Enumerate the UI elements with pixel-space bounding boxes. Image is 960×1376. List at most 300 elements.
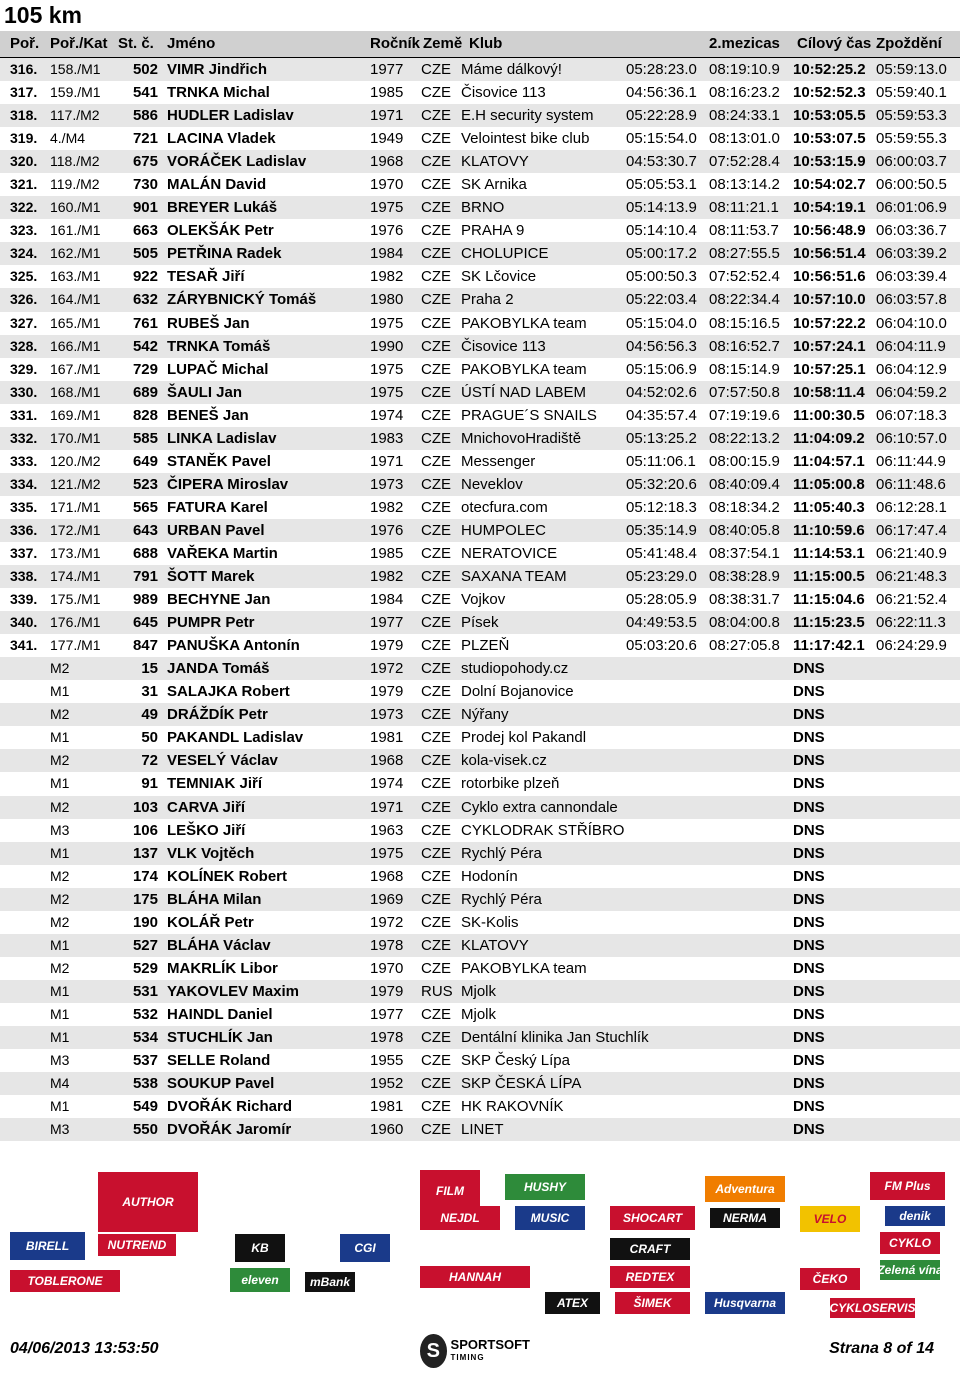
sponsor-logo-music: MUSIC (515, 1206, 585, 1230)
cell-name: HAINDL Daniel (167, 1005, 273, 1023)
cell-club: SK Arnika (461, 176, 527, 194)
cell-cty: CZE (421, 614, 451, 632)
cell-name: VLK Vojtěch (167, 844, 255, 862)
cell-year: 1971 (370, 452, 404, 470)
table-row (0, 865, 960, 888)
cell-fin: DNS (793, 798, 825, 816)
cell-st: 523 (132, 475, 158, 493)
cell-year: 1984 (370, 591, 404, 609)
cell-club: Máme dálkový! (461, 61, 562, 78)
cell-gap: 06:21:40.9 (876, 544, 947, 562)
cell-fin: 10:52:52.3 (793, 84, 866, 102)
cell-cat: M4 (50, 1075, 70, 1092)
cell-st: 989 (132, 591, 158, 609)
cell-st: 31 (141, 683, 158, 701)
cell-t1: 05:14:13.9 (626, 199, 697, 217)
cell-fin: 10:58:11.4 (793, 383, 865, 401)
table-row (0, 1095, 960, 1118)
cell-t2: 07:57:50.8 (709, 383, 780, 401)
cell-t1: 05:11:06.1 (626, 452, 696, 470)
cell-name: PAKANDL Ladislav (167, 729, 304, 747)
cell-year: 1974 (370, 406, 404, 424)
cell-year: 1979 (370, 637, 404, 655)
sponsor-logo-cyklo: CYKLO (880, 1232, 940, 1254)
cell-cat: M2 (50, 752, 70, 769)
cell-club: Rychlý Péra (461, 844, 542, 862)
header-finish: Cílový čas (797, 35, 872, 52)
cell-fin: 11:00:30.5 (793, 406, 865, 424)
cell-name: YAKOVLEV Maxim (167, 982, 299, 1000)
cell-cty: CZE (421, 936, 451, 954)
cell-cty: CZE (421, 176, 451, 194)
cell-st: 531 (132, 982, 158, 1000)
sponsor-logo--imek: ŠIMEK (615, 1292, 690, 1314)
cell-name: MALÁN David (167, 176, 267, 194)
cell-cty: CZE (421, 245, 451, 263)
cell-fin: DNS (793, 660, 825, 678)
cell-year: 1970 (370, 176, 404, 194)
cell-pos: 339. (10, 591, 38, 608)
cell-name: VESELÝ Václav (167, 752, 278, 770)
cell-year: 1972 (370, 913, 404, 931)
cell-fin: 11:15:04.6 (793, 591, 865, 609)
cell-cty: RUS (421, 982, 453, 1000)
cell-t2: 08:40:05.8 (709, 521, 780, 539)
cell-pos: 332. (10, 429, 38, 446)
cell-club: Mjolk (461, 1005, 497, 1023)
cell-t2: 07:52:28.4 (709, 153, 780, 171)
sponsor-logo-film: FILM (420, 1170, 480, 1212)
cell-t1: 05:22:28.9 (626, 107, 697, 125)
cell-st: 828 (132, 406, 158, 424)
cell-st: 729 (132, 360, 158, 378)
table-row (0, 934, 960, 957)
cell-cty: CZE (421, 959, 451, 977)
cell-cty: CZE (421, 1005, 451, 1023)
cell-t2: 08:40:09.4 (709, 475, 780, 493)
cell-t1: 04:35:57.4 (626, 406, 697, 424)
cell-name: PANUŠKA Antonín (167, 637, 300, 655)
table-row (0, 588, 960, 611)
cell-fin: 10:57:25.1 (793, 360, 866, 378)
cell-pos: 326. (10, 291, 38, 308)
cell-cty: CZE (421, 867, 451, 885)
cell-fin: 10:52:25.2 (793, 61, 866, 78)
cell-cat: 117./M2 (50, 107, 100, 124)
table-row (0, 150, 960, 173)
cell-cat: 165./M1 (50, 314, 101, 331)
table-row (0, 81, 960, 104)
sponsor-logo--eko: ČEKO (800, 1268, 860, 1290)
header-cat: Poř./Kat (50, 35, 108, 52)
cell-year: 1975 (370, 199, 404, 217)
cell-club: Hodonín (461, 867, 518, 885)
cell-st: 529 (132, 959, 158, 977)
cell-t1: 05:15:54.0 (626, 130, 697, 148)
cell-st: 106 (132, 821, 158, 839)
cell-st: 137 (132, 844, 158, 862)
cell-pos: 325. (10, 268, 38, 285)
cell-fin: 10:54:02.7 (793, 176, 866, 194)
cell-cat: M2 (50, 706, 70, 723)
cell-year: 1984 (370, 245, 404, 263)
cell-gap: 06:22:11.3 (876, 614, 946, 632)
cell-st: 542 (132, 337, 158, 355)
cell-year: 1973 (370, 475, 404, 493)
sponsor-logo-craft: CRAFT (610, 1238, 690, 1260)
cell-year: 1963 (370, 821, 404, 839)
cell-st: 505 (132, 245, 158, 263)
cell-club: BRNO (461, 199, 505, 217)
cell-club: Dolní Bojanovice (461, 683, 574, 701)
cell-st: 534 (132, 1028, 158, 1046)
cell-cty: CZE (421, 706, 451, 724)
cell-cty: CZE (421, 591, 451, 609)
cell-club: PAKOBYLKA team (461, 959, 587, 977)
table-row (0, 842, 960, 865)
cell-t2: 08:38:31.7 (709, 591, 780, 609)
cell-cty: CZE (421, 153, 451, 171)
cell-cat: M1 (50, 775, 70, 792)
cell-pos: 340. (10, 614, 38, 631)
cell-cty: CZE (421, 544, 451, 562)
cell-fin: DNS (793, 913, 825, 931)
cell-year: 1977 (370, 1005, 404, 1023)
cell-fin: DNS (793, 1075, 825, 1093)
cell-cty: CZE (421, 729, 451, 747)
cell-gap: 06:03:39.4 (876, 268, 947, 286)
cell-club: SKP ČESKÁ LÍPA (461, 1075, 582, 1093)
cell-cat: M1 (50, 1098, 70, 1115)
cell-cty: CZE (421, 337, 451, 355)
cell-year: 1949 (370, 130, 404, 148)
cell-fin: DNS (793, 1052, 825, 1070)
cell-cat: 170./M1 (50, 429, 101, 446)
table-row (0, 104, 960, 127)
table-row (0, 288, 960, 311)
sportsoft-brand: SPORTSOFT (450, 1337, 530, 1352)
cell-cat: 160./M1 (50, 199, 101, 216)
cell-fin: DNS (793, 1028, 825, 1046)
sponsor-logo-eleven: eleven (230, 1268, 290, 1292)
cell-gap: 06:04:10.0 (876, 314, 947, 332)
table-row (0, 265, 960, 288)
cell-fin: 10:57:22.2 (793, 314, 866, 332)
cell-year: 1982 (370, 568, 404, 586)
cell-cat: 176./M1 (50, 614, 101, 631)
cell-t1: 05:22:03.4 (626, 291, 697, 309)
sponsor-logo-birell: BIRELL (10, 1232, 85, 1260)
cell-cat: M1 (50, 683, 70, 700)
cell-club: Prodej kol Pakandl (461, 729, 587, 747)
cell-t2: 08:16:23.2 (709, 84, 780, 102)
cell-cat: 172./M1 (50, 521, 101, 538)
cell-year: 1978 (370, 936, 404, 954)
cell-cty: CZE (421, 1098, 451, 1116)
cell-name: SOUKUP Pavel (167, 1075, 275, 1093)
cell-st: 688 (132, 544, 158, 562)
cell-gap: 06:17:47.4 (876, 521, 947, 539)
cell-t2: 07:52:52.4 (709, 268, 780, 286)
cell-fin: 11:05:00.8 (793, 475, 865, 493)
cell-gap: 06:10:57.0 (876, 429, 947, 447)
cell-club: PRAGUE´S SNAILS (461, 406, 597, 424)
cell-cat: 169./M1 (50, 406, 101, 423)
cell-t2: 08:18:34.2 (709, 498, 780, 516)
cell-st: 537 (132, 1052, 158, 1070)
cell-cty: CZE (421, 775, 451, 793)
cell-club: PLZEŇ (461, 637, 510, 655)
cell-t2: 08:27:55.5 (709, 245, 780, 263)
cell-year: 1973 (370, 706, 404, 724)
cell-year: 1974 (370, 775, 404, 793)
cell-cty: CZE (421, 637, 451, 655)
table-row (0, 703, 960, 726)
sponsor-logo-toblerone: TOBLERONE (10, 1270, 120, 1292)
cell-gap: 06:21:52.4 (876, 591, 947, 609)
cell-club: MnichovoHradiště (461, 429, 582, 447)
cell-st: 721 (132, 130, 158, 148)
cell-t2: 08:00:15.9 (709, 452, 780, 470)
cell-st: 585 (132, 429, 158, 447)
cell-st: 922 (132, 268, 158, 286)
print-date: 04/06/2013 13:53:50 (10, 1340, 159, 1357)
cell-cat: 158./M1 (50, 61, 101, 77)
cell-t1: 05:00:50.3 (626, 268, 697, 286)
table-row (0, 888, 960, 911)
table-row (0, 819, 960, 842)
cell-name: ŠOTT Marek (167, 568, 255, 586)
sponsor-logo-nejdl: NEJDL (420, 1206, 500, 1230)
sponsor-logo-mbank: mBank (305, 1272, 355, 1292)
cell-name: MAKRLÍK Libor (167, 959, 278, 977)
cell-name: SELLE Roland (167, 1052, 271, 1070)
cell-st: 174 (132, 867, 158, 885)
cell-year: 1977 (370, 61, 404, 78)
cell-club: Cyklo extra cannondale (461, 798, 618, 816)
cell-t2: 08:11:53.7 (709, 222, 779, 240)
cell-cty: CZE (421, 890, 451, 908)
table-header (0, 31, 960, 59)
cell-club: rotorbike plzeň (461, 775, 560, 793)
results-table (0, 58, 960, 1141)
cell-gap: 06:11:48.6 (876, 475, 946, 493)
cell-t2: 08:22:34.4 (709, 291, 780, 309)
cell-t1: 05:35:14.9 (626, 521, 697, 539)
cell-club: Velointest bike club (461, 130, 590, 148)
cell-cat: 166./M1 (50, 337, 101, 354)
cell-pos: 330. (10, 383, 38, 400)
cell-cat: 174./M1 (50, 568, 101, 585)
cell-pos: 331. (10, 406, 38, 423)
cell-cty: CZE (421, 429, 451, 447)
cell-st: 550 (132, 1121, 158, 1139)
header-country: Země (423, 35, 463, 52)
cell-fin: 11:05:40.3 (793, 498, 865, 516)
cell-fin: DNS (793, 936, 825, 954)
cell-pos: 341. (10, 637, 38, 654)
cell-st: 632 (132, 291, 158, 309)
cell-name: CARVA Jiří (167, 798, 246, 816)
cell-fin: DNS (793, 982, 825, 1000)
cell-cat: 162./M1 (50, 245, 101, 262)
cell-cat: 164./M1 (50, 291, 101, 308)
cell-cty: CZE (421, 683, 451, 701)
cell-club: Nýřany (461, 706, 509, 724)
cell-cty: CZE (421, 798, 451, 816)
table-row (0, 957, 960, 980)
cell-fin: DNS (793, 844, 825, 862)
cell-t2: 08:24:33.1 (709, 107, 780, 125)
cell-year: 1968 (370, 752, 404, 770)
cell-fin: 11:04:09.2 (793, 429, 865, 447)
table-row (0, 173, 960, 196)
cell-club: Neveklov (461, 475, 523, 493)
cell-year: 1976 (370, 222, 404, 240)
cell-club: Čisovice 113 (461, 84, 546, 102)
cell-st: 91 (141, 775, 158, 793)
cell-year: 1975 (370, 360, 404, 378)
cell-st: 15 (141, 660, 158, 678)
cell-club: SK-Kolis (461, 913, 519, 931)
cell-name: LEŠKO Jiří (167, 821, 246, 839)
cell-cat: M2 (50, 798, 70, 815)
cell-t1: 05:12:18.3 (626, 498, 697, 516)
cell-year: 1969 (370, 890, 404, 908)
cell-st: 103 (132, 798, 158, 816)
cell-fin: DNS (793, 821, 825, 839)
cell-t1: 05:15:04.0 (626, 314, 697, 332)
cell-cty: CZE (421, 199, 451, 217)
table-row (0, 196, 960, 219)
cell-t1: 05:00:17.2 (626, 245, 697, 263)
cell-gap: 06:04:11.9 (876, 337, 946, 355)
cell-pos: 316. (10, 61, 38, 77)
cell-st: 901 (132, 199, 158, 217)
cell-club: CHOLUPICE (461, 245, 549, 263)
sponsor-logo-nutrend: NUTREND (98, 1234, 176, 1256)
cell-pos: 322. (10, 199, 38, 216)
cell-pos: 338. (10, 568, 38, 585)
cell-fin: DNS (793, 867, 825, 885)
cell-t1: 05:05:53.1 (626, 176, 697, 194)
cell-name: ŠAULI Jan (167, 383, 243, 401)
cell-fin: DNS (793, 683, 825, 701)
cell-cty: CZE (421, 475, 451, 493)
cell-gap: 06:04:59.2 (876, 383, 947, 401)
cell-fin: DNS (793, 706, 825, 724)
header-start-number: St. č. (118, 35, 154, 52)
cell-fin: 10:53:15.9 (793, 153, 866, 171)
cell-st: 663 (132, 222, 158, 240)
cell-cat: 173./M1 (50, 544, 101, 561)
cell-t1: 05:41:48.4 (626, 544, 697, 562)
cell-name: VAŘEKA Martin (167, 544, 278, 562)
page-number: Strana 8 of 14 (829, 1340, 934, 1357)
cell-club: NERATOVICE (461, 544, 558, 562)
cell-fin: 10:56:51.4 (793, 245, 866, 263)
sponsor-logo-velo: VELO (800, 1206, 860, 1232)
cell-cat: M1 (50, 936, 70, 953)
cell-cat: M3 (50, 1052, 70, 1069)
cell-year: 1971 (370, 798, 404, 816)
sponsor-logo-redtex: REDTEX (610, 1266, 690, 1288)
cell-cty: CZE (421, 752, 451, 770)
cell-fin: 10:54:19.1 (793, 199, 866, 217)
cell-cat: M3 (50, 821, 70, 838)
table-row (0, 404, 960, 427)
cell-gap: 06:07:18.3 (876, 406, 947, 424)
cell-name: PUMPR Petr (167, 614, 255, 632)
sponsor-logo-fm-plus: FM Plus (870, 1172, 945, 1200)
cell-name: ZÁRYBNICKÝ Tomáš (167, 291, 317, 309)
cell-cat: M2 (50, 660, 70, 677)
cell-name: DVOŘÁK Jaromír (167, 1121, 292, 1139)
cell-gap: 05:59:13.0 (876, 61, 947, 78)
cell-name: BECHYNE Jan (167, 591, 271, 609)
header-name: Jméno (167, 35, 216, 52)
cell-cat: 118./M2 (50, 153, 100, 170)
cell-name: VIMR Jindřich (167, 61, 268, 78)
cell-cty: CZE (421, 521, 451, 539)
cell-t1: 04:52:02.6 (626, 383, 697, 401)
cell-name: HUDLER Ladislav (167, 107, 294, 125)
cell-cty: CZE (421, 498, 451, 516)
cell-club: Vojkov (461, 591, 506, 609)
cell-year: 1975 (370, 383, 404, 401)
cell-t1: 04:56:36.1 (626, 84, 697, 102)
cell-fin: 11:17:42.1 (793, 637, 865, 655)
cell-pos: 320. (10, 153, 38, 170)
cell-name: ČIPERA Miroslav (167, 475, 289, 493)
table-row (0, 611, 960, 634)
cell-name: TEMNIAK Jiří (167, 775, 263, 793)
cell-cty: CZE (421, 1121, 451, 1139)
table-row (0, 980, 960, 1003)
cell-cat: M2 (50, 913, 70, 930)
cell-name: TRNKA Michal (167, 84, 270, 102)
cell-name: KOLÁŘ Petr (167, 913, 254, 931)
cell-year: 1979 (370, 982, 404, 1000)
sponsor-logo-zelen-v-na: Zelená vína (880, 1260, 940, 1280)
cell-cty: CZE (421, 568, 451, 586)
cell-name: TRNKA Tomáš (167, 337, 271, 355)
table-row (0, 726, 960, 749)
cell-year: 1968 (370, 867, 404, 885)
sportsoft-logo (420, 1330, 530, 1372)
cell-t1: 05:14:10.4 (626, 222, 697, 240)
cell-cty: CZE (421, 1028, 451, 1046)
table-row (0, 427, 960, 450)
cell-name: PETŘINA Radek (167, 245, 282, 263)
cell-cty: CZE (421, 291, 451, 309)
cell-st: 675 (132, 153, 158, 171)
page-title: 105 km (4, 2, 83, 28)
cell-club: CYKLODRAK STŘÍBRO (461, 821, 625, 839)
cell-year: 1970 (370, 959, 404, 977)
cell-year: 1975 (370, 314, 404, 332)
header-club: Klub (469, 35, 503, 52)
cell-t1: 04:49:53.5 (626, 614, 697, 632)
cell-pos: 329. (10, 360, 38, 377)
cell-t1: 05:32:20.6 (626, 475, 697, 493)
cell-year: 1968 (370, 153, 404, 171)
cell-cat: 177./M1 (50, 637, 101, 654)
cell-gap: 05:59:55.3 (876, 130, 947, 148)
cell-st: 643 (132, 521, 158, 539)
cell-cty: CZE (421, 130, 451, 148)
table-row (0, 335, 960, 358)
